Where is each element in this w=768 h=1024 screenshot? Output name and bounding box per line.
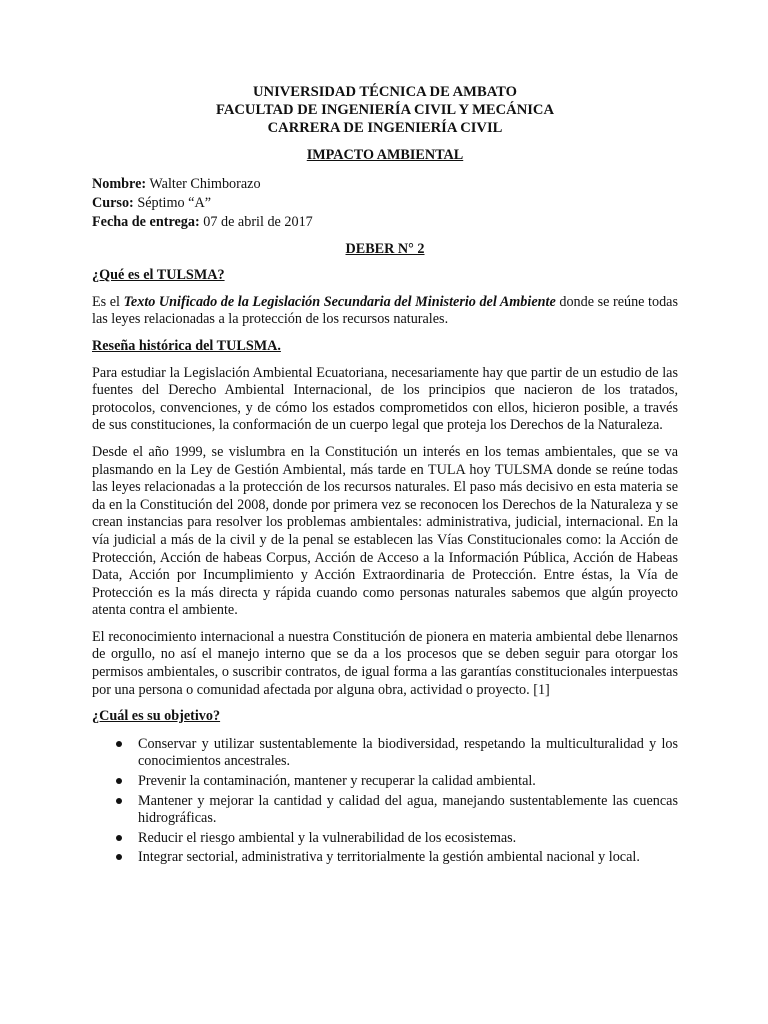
course-line — [92, 194, 678, 213]
history-paragraph: El reconocimiento internacional a nuestra Constitución de pionera en materia ambiental debe llenarnos de orgullo, no así el manejo interno que se da a los procesos que se deben seguir para otorgar los permisos ambientales, o suscribir contratos, de igual forma a las garantías constitucionales interpuestas por una persona o comunidad afectada por alguna obra, actividad o proyecto. [1] — [92, 628, 678, 698]
date-value: 07 de abril de 2017 — [199, 214, 313, 231]
student-name-line — [92, 175, 678, 194]
history-heading: Reseña histórica del TULSMA. — [92, 337, 281, 354]
objective-heading: ¿Cuál es su objetivo? — [92, 708, 221, 725]
objectives-list — [92, 736, 678, 867]
course-label: Curso: — [92, 195, 134, 212]
bullet-icon — [116, 854, 122, 860]
bullet-icon — [116, 778, 122, 784]
list-item: Mantener y mejorar la cantidad y calidad del agua, manejando sustentablemente las cuencas hidrográficas. — [92, 793, 678, 828]
list-item: Prevenir la contaminación, mantener y recuperar la calidad ambiental. — [92, 773, 678, 791]
list-item: Integrar sectorial, administrativa y territorialmente la gestión ambiental nacional y local. — [92, 849, 678, 867]
name-label: Nombre: — [92, 175, 147, 192]
bullet-icon — [116, 835, 122, 841]
date-label: Fecha de entrega: — [92, 214, 200, 231]
course-value: Séptimo “A” — [133, 195, 212, 212]
assignment-title: DEBER N° 2 — [345, 240, 425, 257]
history-paragraph: Para estudiar la Legislación Ambiental Ecuatoriana, necesariamente hay que partir de un estudio de las fuentes del Derecho Ambiental Internacional, de los principios que nacieron de los tratados, protocolos, convenciones, y de cómo los estados comprometidos con ellos, hicieron posible, a través de sus constituciones, la conformación de un cuerpo legal que proteja los Derechos de la Naturaleza. — [92, 364, 678, 434]
subject-title: IMPACTO AMBIENTAL — [306, 147, 464, 164]
document-content — [92, 84, 678, 869]
date-line — [92, 213, 678, 232]
student-info — [92, 175, 678, 233]
list-item: Reducir el riesgo ambiental y la vulnerabilidad de los ecosistemas. — [92, 830, 678, 848]
question-what-is-tulsma: ¿Qué es el TULSMA? — [92, 267, 225, 284]
tulsma-definition: Es el Texto Unificado de la Legislación Secundaria del Ministerio del Ambiente donde se reúne todas las leyes relacionadas a la protección de los recursos naturales. — [92, 293, 678, 328]
faculty-name: FACULTAD DE INGENIERÍA CIVIL Y MECÁNICA — [216, 101, 554, 118]
name-value: Walter Chimborazo — [146, 175, 261, 192]
bullet-icon — [116, 798, 122, 804]
tulsma-full-name: Texto Unificado de la Legislación Secundaria del Ministerio del Ambiente — [123, 293, 556, 310]
career-name: CARRERA DE INGENIERÍA CIVIL — [267, 119, 503, 136]
list-item: Conservar y utilizar sustentablemente la biodiversidad, respetando la multiculturalidad y los conocimientos ancestrales. — [92, 736, 678, 771]
university-name: UNIVERSIDAD TÉCNICA DE AMBATO — [253, 84, 517, 100]
history-paragraph: Desde el año 1999, se vislumbra en la Constitución un interés en los temas ambientales, que se va plasmando en la Ley de Gestión Ambiental, más tarde en TULA hoy TULSMA donde se reúne todas las leyes relacionadas a la protección de los recursos naturales. El paso más decisivo en esta materia se da en la Constitución del 2008, donde por primera vez se reconocen los Derechos de la Naturaleza y se crean instancias para resolver los problemas ambientales: administrativa, judicial, internacional. En la vía judicial a más de la civil y de la penal se establecen las Vías Constitucionales como: la Acción de Protección, Acción de habeas Corpus, Acción de Acceso a la Información Pública, Acción de Habeas Data, Acción por Incumplimiento y Acción Extraordinaria de Protección. Entre éstas, la Vía de Protección es la más directa y rápida cuando como personas naturales sabemos que algún proyecto atenta contra el ambiente. — [92, 443, 678, 619]
bullet-icon — [116, 741, 122, 747]
header-block — [92, 84, 678, 165]
